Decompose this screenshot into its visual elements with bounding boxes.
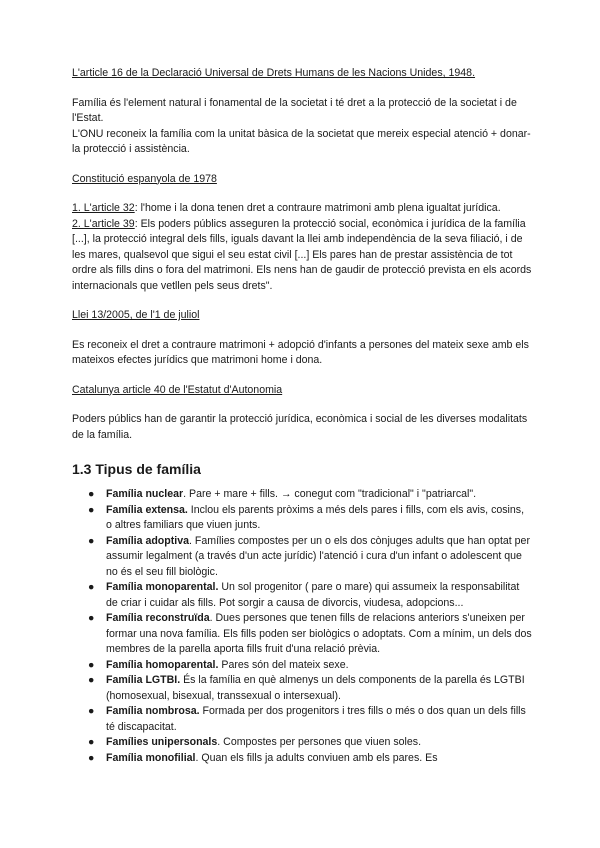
family-type-name: Família extensa. [106,503,188,516]
family-type-desc: Un sol progenitor ( pare o mare) qui assumeix la responsabilitat de criar i cuidar als fills. Pot sorgir a causa de divorcis, viudesa, adopcions... [106,581,520,609]
list-item [88,658,532,674]
bullet-icon: ● [88,751,95,764]
family-type-desc: . Compostes per persones que viuen soles. [217,736,422,748]
catalonia-heading: Catalunya article 40 de l'Estatut d'Autonomia [72,383,283,396]
article-39-text: : Els poders públics asseguren la protecció social, econòmica i jurídica de la família [...], la protecció integral dels fills, iguals davant la llei amb independència de la seva filiació, i de les mares, qualsevol que sigui el seu estat civil [...] Els pares han de prestar assistència de tot ordre als fills dins o fora del matrimoni. Els nens han de gaudir de protecció prevista en els acords internacionals que vetllen pels seus drets". [72,217,532,292]
list-item [88,534,532,581]
family-type-desc: És la família en què almenys un dels components de la parella és LGTBI (homosexual, bisexual, transsexual o intersexual). [106,674,525,702]
family-type-desc: . Pare + mare + fills. → conegut com "tradicional" i "patriarcal". [183,488,477,500]
bullet-icon: ● [88,534,95,547]
family-type-desc: . Dues persones que tenen fills de relacions anteriors s'uneixen per formar una nova família. Els fills poden ser biològics o adoptats. Com a mínim, un dels dos membres de la parella aporta fills fruit d'una relació prèvia. [106,612,532,655]
law-paragraph: Es reconeix el dret a contraure matrimoni + adopció d'infants a persones del mateix sexe amb els mateixos efectes jurídics que matrimoni home i dona. [72,338,529,366]
bullet-icon: ● [88,658,95,671]
catalonia-paragraph: Poders públics han de garantir la protecció jurídica, econòmica i social de les diverses modalitats de la família. [72,413,528,441]
list-item [88,611,532,658]
article-39-paragraph [72,217,532,295]
bullet-icon: ● [88,736,95,748]
list-item [88,751,532,767]
section-title: 1.3 Tipus de família [72,461,201,477]
family-type-desc: Formada per dos progenitors i tres fills o més o dos quan un dels fills té discapacitat. [106,705,526,733]
article-32-paragraph [72,201,532,217]
family-type-name: Família monofilial [106,751,196,764]
bullet-icon: ● [88,612,95,624]
family-type-name: Família nombrosa. [106,705,200,717]
family-type-name: Família nuclear [106,488,184,500]
udhr-paragraph-2: L'ONU reconeix la família com la unitat bàsica de la societat que mereix especial atenció + donar-la protecció i assistència. [72,127,531,155]
article-32-reference: 1. L'article 32 [72,202,135,214]
family-type-name: Família LGTBI. [106,674,181,686]
family-type-name: Famílies unipersonals [106,736,218,748]
bullet-icon: ● [88,581,95,593]
family-type-name: Família homoparental. [106,658,219,671]
family-type-name: Família adoptiva [106,534,190,547]
list-item [88,673,532,704]
article-39-reference: 2. L'article 39 [72,217,135,230]
family-type-name: Família monoparental. [106,581,219,593]
bullet-icon: ● [88,674,95,686]
family-type-desc: . Famílies compostes per un o els dos cònjuges adults que han optat per assumir legalment (a través d'un acte jurídic) l'atenció i cura d'un infant o adolescent que no és el seu fill biològic. [106,534,530,578]
udhr-heading: L'article 16 de la Declaració Universal de Drets Humans de les Nacions Unides, 1948. [72,67,476,79]
family-type-name: Família reconstruïda [106,612,210,624]
bullet-icon: ● [88,705,95,717]
constitution-heading: Constitució espanyola de 1978 [72,172,217,185]
list-item [88,735,532,751]
document-page [72,66,532,766]
bullet-icon: ● [88,503,95,516]
law-heading: Llei 13/2005, de l'1 de juliol [72,309,200,321]
article-32-text: : l'home i la dona tenen dret a contraure matrimoni amb plena igualtat jurídica. [134,202,501,214]
family-type-desc: . Quan els fills ja adults conviuen amb els pares. Es [195,751,438,764]
family-type-desc: Pares són del mateix sexe. [218,658,349,671]
list-item [88,503,532,534]
family-type-desc: Inclou els parents pròxims a més dels pares i fills, com els avis, cosins, o altres familiars que viuen junts. [106,503,525,531]
list-item [88,487,532,503]
list-item [88,704,532,735]
udhr-paragraph-1: Família és l'element natural i fonamental de la societat i té dret a la protecció de la societat i de l'Estat. [72,96,517,124]
list-item [88,580,532,611]
family-types-list [72,487,532,766]
bullet-icon: ● [88,488,95,500]
